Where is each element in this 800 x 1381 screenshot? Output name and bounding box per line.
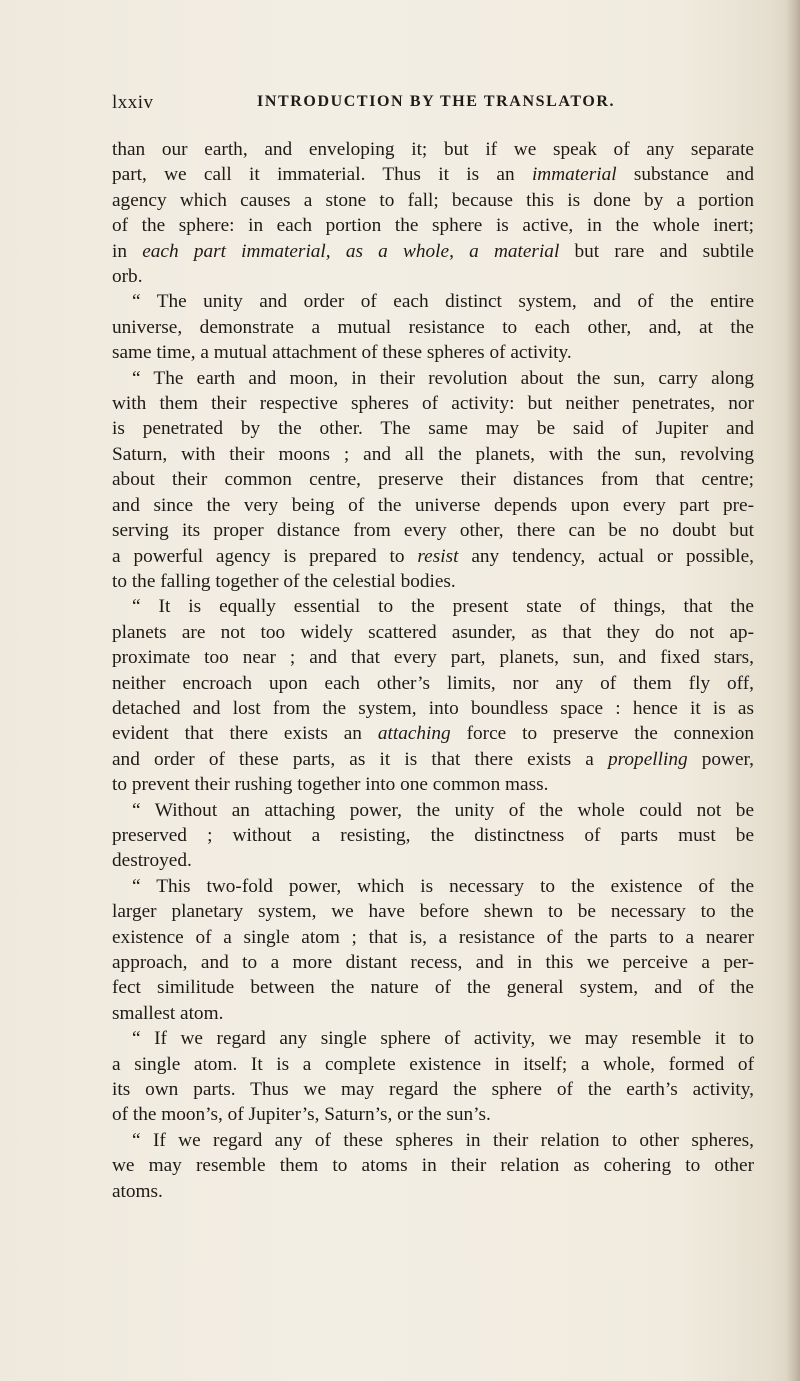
text-line: destroyed. [112,850,192,872]
text-line: universe, demonstrate a mutual resistance to each other, and, at the [112,316,754,338]
paragraph [112,366,754,595]
text-line: neither encroach upon each other’s limits, nor any of them fly off, [112,672,754,694]
page-number: lxxiv [112,92,154,113]
text-line: agency which causes a stone to fall; because this is done by a portion [112,189,754,211]
text-line: to prevent their rushing together into one common mass. [112,774,549,796]
text-line: in each part immaterial, as a whole, a material but rare and subtile [112,240,754,262]
text-line: “ If we regard any single sphere of activity, we may resemble it to [132,1028,754,1050]
text-line: same time, a mutual attachment of these spheres of activity. [112,342,572,364]
text-line: we may resemble them to atoms in their relation as cohering to other [112,1155,754,1177]
text-line: “ It is equally essential to the present state of things, that the [132,596,754,618]
page-edge-shadow [786,0,800,1381]
text-line: and order of these parts, as it is that there exists a propelling power, [112,748,755,770]
italic-emphasis: immaterial [531,164,617,186]
text-line: and since the very being of the universe depends upon every part pre- [112,494,754,516]
text-line: “ This two-fold power, which is necessary to the existence of the [132,875,754,897]
paragraph [112,874,754,1026]
text-line: “ The unity and order of each distinct system, and of the entire [132,291,754,313]
text-line: than our earth, and enveloping it; but if we speak of any separate [112,139,754,160]
text-line: “ The earth and moon, in their revolution about the sun, carry along [132,367,754,389]
text-line: “ Without an attaching power, the unity of the whole could not be [132,799,754,821]
text-line: about their common centre, preserve their distances from that centre; [112,469,754,491]
running-title: INTRODUCTION BY THE TRANSLATOR. [257,93,616,110]
italic-emphasis: each part immaterial, as a whole, a material [142,240,560,262]
page-header [112,92,640,116]
text-line: evident that there exists an attaching force to preserve the connexion [112,723,755,745]
text-line: of the sphere: in each portion the sphere is active, in the whole inert; [112,215,754,237]
text-line: to the falling together of the celestial bodies. [112,570,456,592]
text-line: smallest atom. [112,1002,224,1024]
text-line: “ If we regard any of these spheres in their relation to other spheres, [132,1129,754,1151]
text-line: atoms. [112,1180,163,1202]
paragraph [112,594,754,797]
paragraph [112,137,754,289]
body-text [112,137,754,1204]
text-line: preserved ; without a resisting, the distinctness of parts must be [112,824,754,846]
text-line: its own parts. Thus we may regard the sphere of the earth’s activity, [112,1079,754,1101]
italic-emphasis: attaching [377,723,451,745]
text-line: a single atom. It is a complete existence in itself; a whole, formed of [112,1053,754,1075]
italic-emphasis: resist [417,545,459,567]
text-line: larger planetary system, we have before shewn to be necessary to the [112,901,754,923]
italic-emphasis: propelling [607,748,688,770]
paragraph [112,798,754,874]
text-line: existence of a single atom ; that is, a resistance of the parts to a nearer [112,926,754,948]
paragraph [112,1128,754,1204]
text-line: fect similitude between the nature of the general system, and of the [112,977,754,999]
text-line: planets are not too widely scattered asunder, as that they do not ap- [112,621,754,643]
text-line: a powerful agency is prepared to resist any tendency, actual or possible, [112,545,754,567]
text-line: with them their respective spheres of activity: but neither penetrates, nor [112,393,754,415]
paragraph [112,289,754,365]
paragraph [112,1026,754,1128]
text-line: orb. [112,266,143,288]
text-line: proximate too near ; and that every part, planets, sun, and fixed stars, [112,647,754,669]
text-line: is penetrated by the other. The same may be said of Jupiter and [112,418,754,440]
text-line: Saturn, with their moons ; and all the planets, with the sun, revolving [112,443,754,465]
text-line: detached and lost from the system, into boundless space : hence it is as [112,697,754,719]
text-line: part, we call it immaterial. Thus it is an immaterial substance and [112,164,754,186]
text-line: serving its proper distance from every other, there can be no doubt but [112,520,754,542]
text-line: approach, and to a more distant recess, and in this we perceive a per- [112,952,754,973]
text-line: of the moon’s, of Jupiter’s, Saturn’s, or the sun’s. [112,1104,491,1126]
